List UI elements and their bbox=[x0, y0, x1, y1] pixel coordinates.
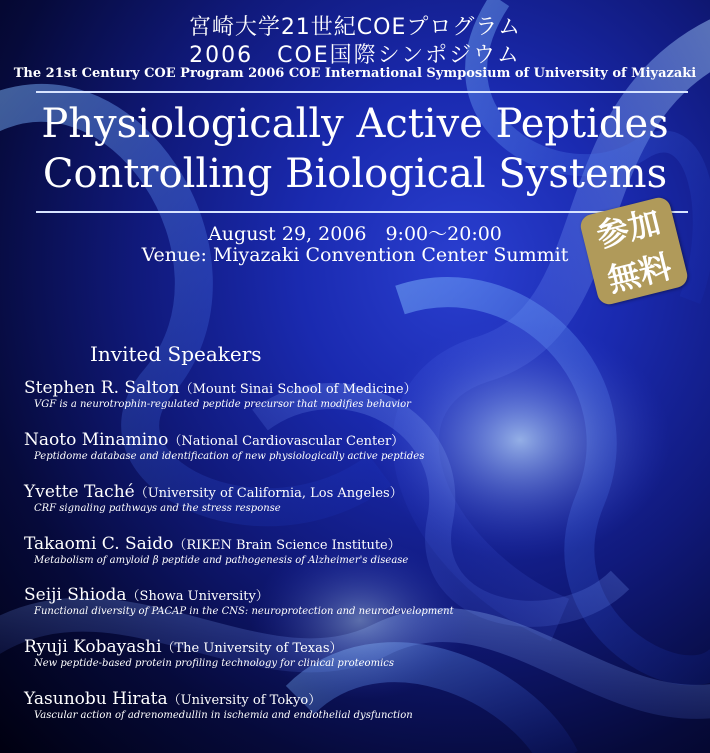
speakers-heading: Invited Speakers bbox=[90, 342, 262, 366]
speaker-talk-title: VGF is a neurotrophin-regulated peptide precursor that modifies behavior bbox=[34, 399, 411, 410]
bottom-divider bbox=[36, 211, 688, 213]
speaker-affiliation: （Mount Sinai School of Medicine） bbox=[179, 382, 417, 397]
main-title-line-2: Controlling Biological Systems bbox=[42, 151, 668, 197]
speaker-item bbox=[24, 585, 704, 617]
speaker-name: Yasunobu Hirata bbox=[24, 689, 168, 709]
japanese-program-title: 宮崎大学21世紀COEプログラム bbox=[188, 15, 522, 40]
speaker-item bbox=[24, 430, 704, 462]
badge-line-1: 参加 bbox=[592, 202, 665, 255]
event-date: August 29, 2006 9:00～20:00 bbox=[208, 223, 502, 245]
speaker-talk-title: Vascular action of adrenomedullin in ischemia and endothelial dysfunction bbox=[34, 710, 413, 721]
speaker-name: Stephen R. Salton bbox=[24, 378, 180, 398]
speaker-affiliation: （University of California, Los Angeles） bbox=[134, 486, 403, 501]
event-venue: Venue: Miyazaki Convention Center Summit bbox=[141, 244, 569, 266]
speaker-affiliation: （National Cardiovascular Center） bbox=[168, 434, 405, 449]
speaker-item bbox=[24, 378, 704, 410]
speaker-item bbox=[24, 482, 704, 514]
speaker-affiliation: （Showa University） bbox=[126, 589, 269, 604]
speaker-affiliation: （RIKEN Brain Science Institute） bbox=[173, 538, 401, 553]
speaker-talk-title: Metabolism of amyloid β peptide and pathogenesis of Alzheimer's disease bbox=[34, 555, 409, 566]
english-program-subtitle: The 21st Century COE Program 2006 COE International Symposium of University of Miyazaki bbox=[13, 66, 697, 81]
speaker-name: Seiji Shioda bbox=[24, 585, 127, 605]
speaker-name: Yvette Taché bbox=[24, 482, 135, 502]
main-title-line-1: Physiologically Active Peptides bbox=[41, 101, 669, 147]
speaker-item bbox=[24, 689, 704, 721]
speaker-talk-title: New peptide-based protein profiling technology for clinical proteomics bbox=[34, 658, 394, 669]
speaker-name: Ryuji Kobayashi bbox=[24, 637, 162, 657]
speaker-affiliation: （University of Tokyo） bbox=[167, 693, 322, 708]
top-divider bbox=[36, 91, 688, 93]
speaker-talk-title: Functional diversity of PACAP in the CNS: neuroprotection and neurodevelopment bbox=[34, 606, 454, 617]
badge-line-2: 無料 bbox=[603, 247, 676, 300]
speaker-talk-title: Peptidome database and identification of new physiologically active peptides bbox=[34, 451, 425, 462]
speaker-item bbox=[24, 534, 704, 566]
speaker-talk-title: CRF signaling pathways and the stress response bbox=[34, 503, 281, 514]
japanese-symposium-title: 2006 COE国際シンポジウム bbox=[189, 43, 521, 68]
speaker-affiliation: （The University of Texas） bbox=[161, 641, 343, 656]
speaker-name: Takaomi C. Saido bbox=[24, 534, 174, 554]
speaker-item bbox=[24, 637, 704, 669]
speaker-name: Naoto Minamino bbox=[24, 430, 169, 450]
